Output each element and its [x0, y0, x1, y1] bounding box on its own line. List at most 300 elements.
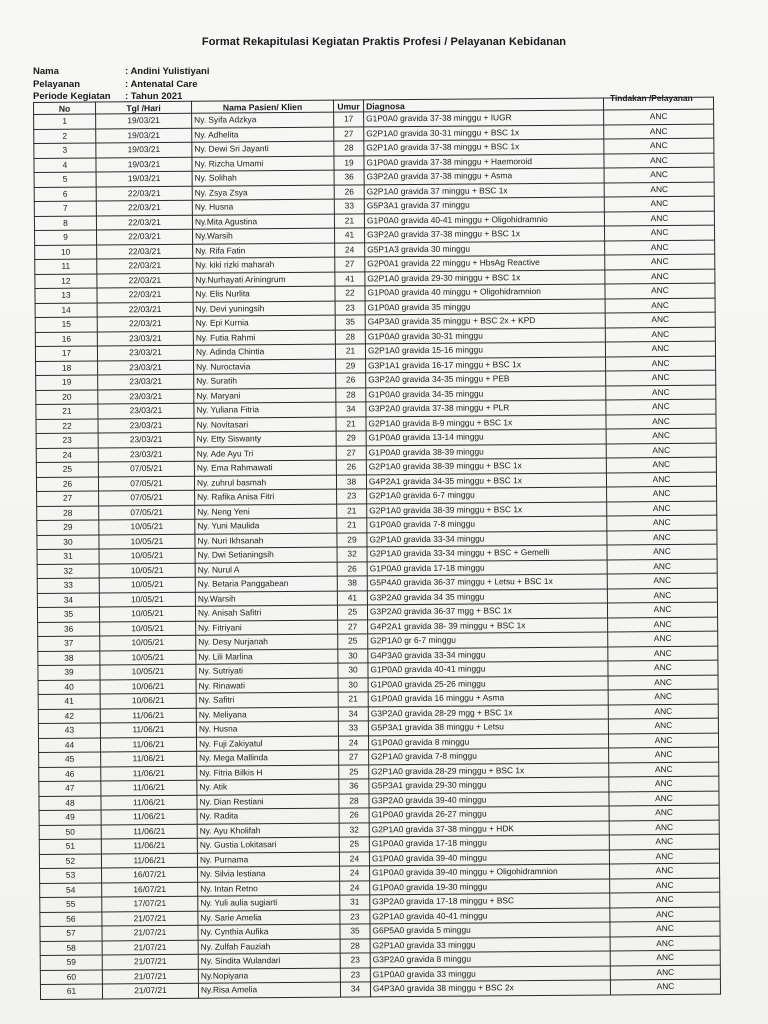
header-tgl: Tgl /Hari: [96, 101, 192, 114]
cell-nama: Ny.Warsih: [195, 591, 337, 607]
cell-tgl: 11/06/21: [100, 737, 196, 752]
cell-tgl: 21/07/21: [102, 983, 198, 998]
cell-tgl: 22/03/21: [97, 229, 193, 244]
cell-tindakan: ANC: [604, 153, 714, 168]
cell-diagnosa: G2P0A1 gravida 22 minggu + HbsAg Reactive: [365, 255, 605, 271]
header-nama: Nama Pasien/ Klien: [191, 100, 333, 113]
cell-tindakan: ANC: [604, 196, 714, 211]
cell-tgl: 19/03/21: [96, 142, 192, 157]
cell-diagnosa: G5P1A3 gravida 30 minggu: [365, 241, 605, 257]
cell-nama: Ny. Anisah Safitri: [195, 605, 337, 621]
cell-no: 40: [38, 679, 100, 694]
cell-umur: 27: [338, 619, 368, 634]
cell-umur: 27: [339, 750, 369, 765]
cell-tindakan: ANC: [609, 805, 719, 820]
meta-value-nama: : Andini Yulistiyani: [125, 66, 210, 77]
cell-nama: Ny. Dian Restiani: [197, 794, 339, 810]
cell-nama: Ny. Sindita Wulandari: [198, 953, 340, 969]
cell-diagnosa: G3P2A0 gravida 17-18 minggu + BSC: [370, 893, 610, 909]
cell-umur: 24: [339, 851, 369, 866]
cell-nama: Ny. Mega Mallinda: [197, 750, 339, 766]
cell-tgl: 19/03/21: [96, 157, 192, 172]
cell-no: 52: [39, 853, 101, 868]
cell-diagnosa: G1P0A0 gravida 16 minggu + Asma: [368, 690, 608, 706]
cell-umur: 21: [335, 344, 365, 359]
cell-nama: Ny. Novitasari: [194, 417, 336, 433]
cell-tgl: 10/05/21: [100, 664, 196, 679]
cell-tindakan: ANC: [606, 472, 716, 487]
cell-no: 50: [39, 824, 101, 839]
cell-tindakan: ANC: [604, 138, 714, 153]
cell-tgl: 23/03/21: [97, 331, 193, 346]
cell-diagnosa: G4P2A1 gravida 34-35 minggu + BSC 1x: [366, 473, 606, 489]
cell-umur: 24: [335, 242, 365, 257]
cell-no: 31: [37, 549, 99, 564]
cell-nama: Ny. Rinawati: [196, 678, 338, 694]
cell-tindakan: ANC: [605, 312, 715, 327]
cell-tindakan: ANC: [605, 254, 715, 269]
cell-tgl: 22/03/21: [97, 258, 193, 273]
cell-no: 45: [39, 752, 101, 767]
cell-diagnosa: G3P2A0 gravida 37-38 minggu + Asma: [364, 168, 604, 184]
cell-tgl: 22/03/21: [97, 244, 193, 259]
cell-nama: Ny. Atik: [197, 779, 339, 795]
cell-umur: 25: [339, 837, 369, 852]
cell-no: 6: [34, 187, 96, 202]
cell-tindakan: ANC: [609, 791, 719, 806]
cell-tindakan: ANC: [605, 269, 715, 284]
cell-nama: Ny. Gustia Lokitasari: [197, 837, 339, 853]
cell-tindakan: ANC: [607, 501, 717, 516]
cell-tgl: 11/06/21: [101, 838, 197, 853]
cell-tgl: 10/05/21: [99, 563, 195, 578]
cell-diagnosa: G2P1A0 gravida 7-8 minggu: [369, 748, 609, 764]
cell-nama: Ny. kiki rizki maharah: [193, 257, 335, 273]
cell-diagnosa: G1P0A0 gravida 34-35 minggu: [366, 386, 606, 402]
cell-tindakan: ANC: [606, 428, 716, 443]
cell-tindakan: ANC: [610, 892, 720, 907]
cell-diagnosa: G1P0A0 gravida 39-40 minggu + Oligohidramnion: [370, 864, 610, 880]
table-body: [34, 109, 721, 999]
cell-nama: Ny.Mita Agustina: [192, 214, 334, 230]
cell-tgl: 10/05/21: [100, 650, 196, 665]
cell-umur: 26: [336, 373, 366, 388]
cell-tgl: 11/06/21: [101, 795, 197, 810]
meta-row-nama: [33, 66, 209, 79]
cell-diagnosa: G2P1A0 gravida 15-16 minggu: [365, 342, 605, 358]
cell-tgl: 23/03/21: [98, 432, 194, 447]
cell-diagnosa: G1P0A0 gravida 26-27 minggu: [369, 806, 609, 822]
cell-umur: 38: [336, 474, 366, 489]
cell-umur: 24: [340, 866, 370, 881]
cell-nama: Ny. Ade Ayu Tri: [194, 446, 336, 462]
cell-diagnosa: G2P1A0 gravida 38-39 minggu + BSC 1x: [367, 502, 607, 518]
cell-umur: 29: [337, 532, 367, 547]
cell-tindakan: ANC: [608, 733, 718, 748]
cell-umur: 27: [336, 445, 366, 460]
cell-tgl: 23/03/21: [98, 360, 194, 375]
cell-umur: 26: [336, 460, 366, 475]
cell-no: 43: [38, 723, 100, 738]
cell-tindakan: ANC: [610, 965, 720, 980]
cell-tindakan: ANC: [610, 950, 720, 965]
cell-tgl: 19/03/21: [96, 128, 192, 143]
cell-no: 24: [36, 447, 98, 462]
cell-diagnosa: G3P2A0 gravida 39-40 minggu: [369, 791, 609, 807]
cell-tgl: 10/05/21: [99, 592, 195, 607]
cell-tgl: 10/05/21: [99, 606, 195, 621]
cell-tindakan: ANC: [610, 907, 720, 922]
cell-umur: 21: [338, 692, 368, 707]
cell-tindakan: ANC: [604, 124, 714, 139]
cell-no: 34: [37, 592, 99, 607]
cell-tindakan: ANC: [605, 240, 715, 255]
cell-tindakan: ANC: [605, 327, 715, 342]
cell-no: 9: [35, 230, 97, 245]
cell-umur: 24: [338, 735, 368, 750]
cell-nama: Ny. Futia Rahmi: [193, 330, 335, 346]
cell-nama: Ny. Intan Retno: [198, 881, 340, 897]
cell-tgl: 23/03/21: [98, 403, 194, 418]
cell-no: 48: [39, 795, 101, 810]
cell-no: 37: [38, 636, 100, 651]
cell-nama: Ny. Silvia lestiana: [198, 866, 340, 882]
cell-tindakan: ANC: [606, 443, 716, 458]
cell-nama: Ny. Rifa Fatin: [193, 243, 335, 259]
cell-tgl: 10/05/21: [99, 534, 195, 549]
cell-nama: Ny. Solihah: [192, 170, 334, 186]
cell-umur: 24: [340, 880, 370, 895]
cell-tindakan: ANC: [604, 109, 714, 124]
cell-nama: Ny. Suratih: [194, 373, 336, 389]
cell-diagnosa: G1P0A0 gravida 33 minggu: [370, 965, 610, 981]
cell-tindakan: ANC: [610, 979, 720, 994]
cell-nama: Ny. Syifa Adzkya: [192, 112, 334, 128]
cell-diagnosa: G3P1A1 gravida 16-17 minggu + BSC 1x: [366, 357, 606, 373]
cell-diagnosa: G2P1A0 gravida 28-29 minggu + BSC 1x: [369, 762, 609, 778]
cell-umur: 38: [337, 576, 367, 591]
document-title: Format Rekapitulasi Kegiatan Praktis Profesi / Pelayanan Kebidanan: [201, 36, 567, 48]
cell-diagnosa: G2P1A0 gravida 8-9 minggu + BSC 1x: [366, 415, 606, 431]
cell-tindakan: ANC: [607, 515, 717, 530]
cell-tgl: 11/06/21: [101, 751, 197, 766]
cell-tgl: 07/05/21: [98, 461, 194, 476]
cell-umur: 34: [336, 402, 366, 417]
cell-tindakan: ANC: [605, 298, 715, 313]
cell-tindakan: ANC: [609, 776, 719, 791]
cell-umur: 23: [340, 953, 370, 968]
cell-tindakan: ANC: [607, 588, 717, 603]
cell-tindakan: ANC: [606, 457, 716, 472]
cell-nama: Ny. Yuli aulia sugiarti: [198, 895, 340, 911]
cell-no: 58: [40, 940, 102, 955]
cell-tgl: 23/03/21: [98, 374, 194, 389]
cell-tindakan: ANC: [609, 834, 719, 849]
cell-diagnosa: G3P2A0 gravida 8 minggu: [370, 951, 610, 967]
cell-diagnosa: G1P0A0 gravida 40-41 minggu + Oligohidramnio: [364, 212, 604, 228]
cell-diagnosa: G1P0A0 gravida 25-26 minggu: [368, 676, 608, 692]
cell-tindakan: ANC: [607, 530, 717, 545]
cell-tgl: 22/03/21: [96, 200, 192, 215]
cell-nama: Ny. Zsya Zsya: [192, 185, 334, 201]
cell-tindakan: ANC: [604, 182, 714, 197]
cell-umur: 26: [339, 808, 369, 823]
cell-diagnosa: G2P1A0 gravida 37-38 minggu + BSC 1x: [364, 139, 604, 155]
cell-nama: Ny. Safitri: [196, 692, 338, 708]
cell-umur: 36: [334, 170, 364, 185]
meta-label-pelayanan: Pelayanan: [33, 78, 80, 90]
cell-tgl: 10/06/21: [100, 693, 196, 708]
cell-umur: 28: [336, 387, 366, 402]
cell-nama: Ny. Lili Marlina: [196, 649, 338, 665]
cell-tindakan: ANC: [610, 936, 720, 951]
cell-tgl: 07/05/21: [99, 505, 195, 520]
cell-no: 30: [37, 534, 99, 549]
cell-umur: 27: [334, 126, 364, 141]
cell-no: 51: [39, 839, 101, 854]
cell-diagnosa: G1P0A0 gravida 7-8 minggu: [367, 516, 607, 532]
cell-no: 12: [35, 274, 97, 289]
cell-no: 21: [36, 404, 98, 419]
cell-tgl: 10/05/21: [100, 635, 196, 650]
cell-tgl: 16/07/21: [102, 882, 198, 897]
cell-tindakan: ANC: [608, 617, 718, 632]
cell-diagnosa: G1P0A0 gravida 13-14 minggu: [366, 429, 606, 445]
cell-nama: Ny. Husna: [196, 721, 338, 737]
cell-diagnosa: G2P1A0 gravida 29-30 minggu + BSC 1x: [365, 270, 605, 286]
cell-diagnosa: G2P1A0 gravida 37-38 minggu + HDK: [369, 820, 609, 836]
cell-tgl: 21/07/21: [102, 911, 198, 926]
cell-diagnosa: G6P5A0 gravida 5 minggu: [370, 922, 610, 938]
cell-diagnosa: G2P1A0 gravida 30-31 minggu + BSC 1x: [364, 125, 604, 141]
cell-tgl: 11/06/21: [101, 780, 197, 795]
cell-nama: Ny. Fitria Bilkis H: [197, 765, 339, 781]
cell-umur: 35: [335, 315, 365, 330]
cell-diagnosa: G5P3A1 gravida 37 minggu: [364, 197, 604, 213]
cell-tindakan: ANC: [608, 660, 718, 675]
cell-umur: 28: [335, 329, 365, 344]
cell-no: 54: [40, 882, 102, 897]
rekap-table: [33, 97, 721, 1000]
cell-tgl: 11/06/21: [101, 853, 197, 868]
meta-value-pelayanan: : Antenatal Care: [125, 78, 198, 90]
cell-nama: Ny. Neng Yeni: [195, 504, 337, 520]
cell-tindakan: ANC: [604, 211, 714, 226]
cell-umur: 31: [340, 895, 370, 910]
cell-tgl: 22/03/21: [97, 273, 193, 288]
cell-diagnosa: G4P2A1 gravida 38- 39 minggu + BSC 1x: [368, 618, 608, 634]
cell-nama: Ny.Warsih: [193, 228, 335, 244]
cell-diagnosa: G5P4A0 gravida 36-37 minggu + Letsu + BSC 1x: [367, 574, 607, 590]
cell-umur: 33: [338, 721, 368, 736]
cell-tindakan: ANC: [608, 631, 718, 646]
cell-nama: Ny. Etty Siswanty: [194, 431, 336, 447]
cell-tindakan: ANC: [609, 762, 719, 777]
cell-no: 1: [34, 114, 96, 129]
cell-umur: 41: [335, 271, 365, 286]
cell-umur: 28: [339, 793, 369, 808]
cell-nama: Ny. Elis Nurlita: [193, 286, 335, 302]
cell-umur: 22: [335, 286, 365, 301]
cell-umur: 30: [338, 648, 368, 663]
cell-diagnosa: G5P3A1 gravida 29-30 minggu: [369, 777, 609, 793]
cell-umur: 26: [334, 184, 364, 199]
cell-nama: Ny. Adinda Chintia: [193, 344, 335, 360]
cell-diagnosa: G2P1A0 gravida 33-34 minggu: [367, 531, 607, 547]
cell-tgl: 11/06/21: [101, 766, 197, 781]
cell-no: 38: [38, 650, 100, 665]
cell-no: 15: [35, 317, 97, 332]
cell-no: 59: [40, 955, 102, 970]
cell-umur: 23: [340, 909, 370, 924]
cell-tindakan: ANC: [604, 225, 714, 240]
cell-tgl: 21/07/21: [102, 925, 198, 940]
cell-no: 26: [36, 476, 98, 491]
cell-tgl: 10/06/21: [100, 679, 196, 694]
cell-nama: Ny. Nuroctavia: [194, 359, 336, 375]
cell-nama: Ny. Nuri Ikhsanah: [195, 533, 337, 549]
cell-tgl: 21/07/21: [102, 954, 198, 969]
cell-tindakan: ANC: [610, 921, 720, 936]
cell-tgl: 22/03/21: [96, 186, 192, 201]
cell-tgl: 22/03/21: [96, 215, 192, 230]
cell-no: 53: [40, 868, 102, 883]
cell-diagnosa: G3P2A0 gravida 34-35 minggu + PEB: [366, 371, 606, 387]
meta-row-pelayanan: [33, 79, 209, 92]
cell-no: 8: [34, 216, 96, 231]
cell-nama: Ny. Betaria Panggabean: [195, 576, 337, 592]
cell-no: 57: [40, 926, 102, 941]
cell-umur: 21: [337, 503, 367, 518]
cell-umur: 34: [338, 706, 368, 721]
meta-value-periode: : Tahun 2021: [125, 91, 183, 102]
cell-nama: Ny. Adhelita: [192, 127, 334, 143]
cell-umur: 32: [339, 822, 369, 837]
cell-no: 4: [34, 158, 96, 173]
cell-no: 29: [37, 520, 99, 535]
cell-nama: Ny. Rizcha Umami: [192, 156, 334, 172]
meta-label-nama: Nama: [33, 66, 59, 77]
cell-no: 36: [38, 621, 100, 636]
cell-nama: Ny. Desy Nurjanah: [196, 634, 338, 650]
cell-tgl: 23/03/21: [98, 447, 194, 462]
cell-tindakan: ANC: [607, 573, 717, 588]
cell-tindakan: ANC: [608, 689, 718, 704]
cell-umur: 30: [338, 663, 368, 678]
cell-tindakan: ANC: [607, 486, 717, 501]
cell-nama: Ny. Zulfah Fauziah: [198, 939, 340, 955]
cell-no: 7: [34, 201, 96, 216]
cell-umur: 33: [334, 199, 364, 214]
cell-no: 41: [38, 694, 100, 709]
cell-no: 33: [37, 578, 99, 593]
cell-tgl: 16/07/21: [102, 867, 198, 882]
cell-tgl: 22/03/21: [97, 302, 193, 317]
cell-tindakan: ANC: [605, 283, 715, 298]
cell-no: 46: [39, 766, 101, 781]
cell-tindakan: ANC: [607, 559, 717, 574]
cell-diagnosa: G1P0A0 gravida 35 minggu: [365, 299, 605, 315]
cell-diagnosa: G2P1A0 gravida 37 minggu + BSC 1x: [364, 183, 604, 199]
cell-tindakan: ANC: [610, 863, 720, 878]
cell-diagnosa: G2P1A0 gravida 33 minggu: [370, 936, 610, 952]
cell-tindakan: ANC: [608, 718, 718, 733]
cell-no: 5: [34, 172, 96, 187]
cell-tgl: 21/07/21: [102, 940, 198, 955]
cell-tgl: 10/05/21: [99, 577, 195, 592]
cell-tindakan: ANC: [607, 544, 717, 559]
cell-no: 47: [39, 781, 101, 796]
tindakan-column-header: Tindakan /Pelayanan: [610, 93, 693, 103]
cell-nama: Ny. Radita: [197, 808, 339, 824]
cell-diagnosa: G2P1A0 gravida 6-7 minggu: [367, 487, 607, 503]
cell-umur: 30: [338, 677, 368, 692]
cell-no: 42: [38, 708, 100, 723]
cell-umur: 41: [337, 590, 367, 605]
cell-nama: Ny. Sutriyati: [196, 663, 338, 679]
cell-no: 11: [35, 259, 97, 274]
cell-tindakan: ANC: [606, 385, 716, 400]
cell-diagnosa: G1P0A0 gravida 37-38 minggu + IUGR: [364, 110, 604, 126]
cell-diagnosa: G3P2A0 gravida 37-38 minggu + PLR: [366, 400, 606, 416]
cell-tindakan: ANC: [604, 167, 714, 182]
cell-diagnosa: G4P3A0 gravida 35 minggu + BSC 2x + KPD: [365, 313, 605, 329]
cell-nama: Ny.Nopiyana: [198, 968, 340, 984]
cell-tindakan: ANC: [605, 341, 715, 356]
cell-nama: Ny. zuhrul basmah: [194, 475, 336, 491]
cell-nama: Ny. Ema Rahmawati: [194, 460, 336, 476]
cell-no: 49: [39, 810, 101, 825]
cell-umur: 28: [334, 141, 364, 156]
cell-diagnosa: G1P0A0 gravida 39-40 minggu: [369, 849, 609, 865]
cell-tindakan: ANC: [609, 747, 719, 762]
cell-diagnosa: G1P0A0 gravida 8 minggu: [368, 733, 608, 749]
cell-tindakan: ANC: [609, 849, 719, 864]
cell-nama: Ny. Dewi Sri Jayanti: [192, 141, 334, 157]
cell-diagnosa: G2P1A0 gravida 33-34 minggu + BSC + Gemelli: [367, 545, 607, 561]
cell-diagnosa: G4P3A0 gravida 33-34 minggu: [368, 647, 608, 663]
cell-diagnosa: G3P2A0 gravida 37-38 minggu + BSC 1x: [364, 226, 604, 242]
cell-tgl: 23/03/21: [97, 345, 193, 360]
cell-no: 61: [40, 984, 102, 999]
cell-no: 60: [40, 969, 102, 984]
cell-diagnosa: G1P0A0 gravida 37-38 minggu + Haemoroid: [364, 154, 604, 170]
cell-diagnosa: G2P1A0 gravida 38-39 minggu + BSC 1x: [366, 458, 606, 474]
header-umur: Umur: [333, 100, 363, 112]
cell-nama: Ny. Maryani: [194, 388, 336, 404]
cell-umur: 34: [340, 982, 370, 997]
cell-diagnosa: G2P1A0 gravida 40-41 minggu: [370, 907, 610, 923]
cell-umur: 26: [337, 561, 367, 576]
cell-tindakan: ANC: [610, 878, 720, 893]
cell-no: 20: [36, 390, 98, 405]
cell-diagnosa: G1P0A0 gravida 40-41 minggu: [368, 661, 608, 677]
cell-no: 16: [35, 332, 97, 347]
cell-umur: 35: [340, 924, 370, 939]
cell-no: 22: [36, 418, 98, 433]
cell-umur: 21: [334, 213, 364, 228]
cell-nama: Ny. Meliyana: [196, 707, 338, 723]
cell-tgl: 10/05/21: [100, 621, 196, 636]
cell-nama: Ny. Fitriyani: [196, 620, 338, 636]
cell-nama: Ny. Epi Kurnia: [193, 315, 335, 331]
cell-umur: 23: [335, 300, 365, 315]
cell-tgl: 11/06/21: [101, 809, 197, 824]
cell-umur: 23: [337, 489, 367, 504]
cell-tgl: 11/06/21: [100, 722, 196, 737]
cell-no: 28: [37, 505, 99, 520]
cell-no: 2: [34, 129, 96, 144]
